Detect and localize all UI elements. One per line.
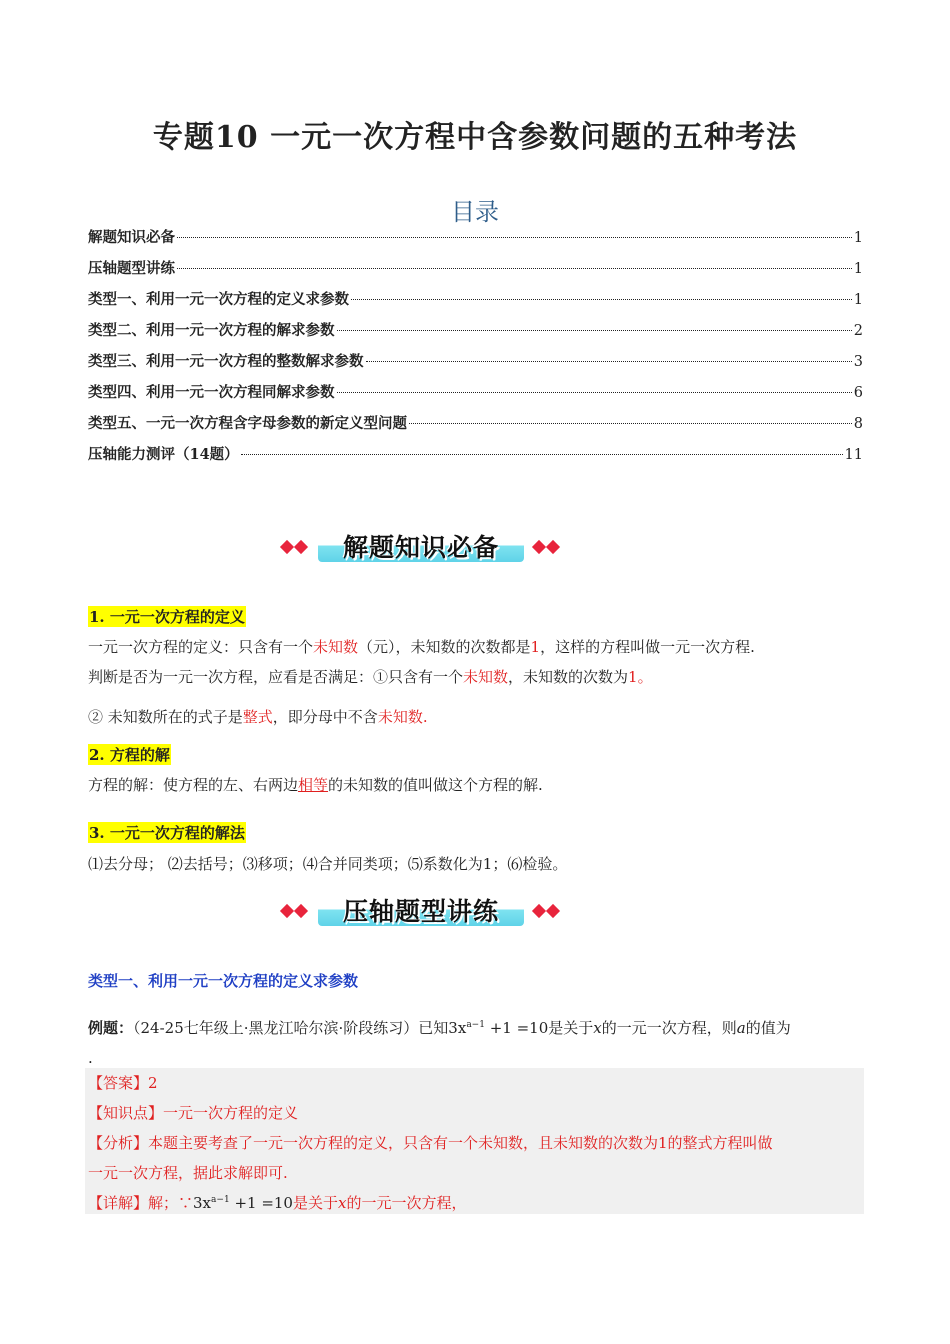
section-banner-knowledge (278, 528, 563, 572)
banner-text: 压轴题型讲练 (342, 897, 499, 926)
toc-page: 11 (844, 447, 863, 463)
toc-page: 6 (853, 385, 863, 401)
toc-page: 1 (853, 261, 863, 277)
paragraph: 一元一次方程的定义：只含有一个未知数（元），未知数的次数都是1，这样的方程叫做一元一次方程. (88, 638, 755, 656)
toc-label: 类型三、利用一元一次方程的整数解求参数 (88, 353, 364, 370)
toc-page: 1 (853, 292, 863, 308)
paragraph: ② 未知数所在的式子是整式，即分母中不含未知数. (88, 708, 428, 726)
answer: 【答案】2 (88, 1074, 158, 1092)
section-heading: 2. 方程的解 (89, 746, 170, 764)
toc-label: 类型一、利用一元一次方程的定义求参数 (88, 291, 349, 308)
toc-entry[interactable] (88, 226, 863, 257)
knowledge-point: 【知识点】一元一次方程的定义 (88, 1104, 299, 1122)
toc-entry[interactable] (88, 257, 863, 288)
toc-page: 3 (853, 354, 863, 370)
section-heading: 1. 一元一次方程的定义 (89, 608, 245, 626)
toc-heading: 目录 (451, 198, 499, 226)
toc-entry[interactable] (88, 443, 863, 474)
diamond-icon (294, 540, 308, 554)
diamond-icon (280, 540, 294, 554)
toc-entry[interactable] (88, 412, 863, 443)
diamond-icon (532, 540, 546, 554)
diamond-icon (280, 904, 294, 918)
toc-label: 压轴能力测评（14题） (88, 446, 239, 463)
section-heading: 3. 一元一次方程的解法 (89, 824, 245, 842)
detail: 【详解】解；$\because 3x^{a-1} +1 =10$是关于x的一元一次方程， (88, 1194, 467, 1212)
toc-page: 8 (853, 416, 863, 432)
example-question: 例题：（24-25七年级上·黑龙江哈尔滨·阶段练习）已知$3x^{a-1} +1 =10$是关于x的一元一次方程，则a的值为 . (88, 1019, 791, 1067)
type-heading: 类型一、利用一元一次方程的定义求参数 (88, 972, 359, 990)
diamond-icon (532, 904, 546, 918)
section-banner-practice (278, 892, 563, 936)
paragraph: ⑴去分母； ⑵去括号；⑶移项；⑷合并同类项；⑸系数化为1；⑹检验。 (88, 855, 568, 873)
toc-page: 2 (853, 323, 863, 339)
toc-label: 解题知识必备 (88, 229, 175, 246)
paragraph: 方程的解：使方程的左、右两边相等的未知数的值叫做这个方程的解. (88, 776, 543, 794)
analysis: 【分析】本题主要考查了一元一次方程的定义，只含有一个未知数，且未知数的次数为1的整式方程叫做 (88, 1134, 773, 1152)
banner-text: 解题知识必备 (342, 533, 499, 562)
toc-entry[interactable] (88, 381, 863, 412)
analysis-cont: 一元一次方程，据此求解即可. (88, 1164, 288, 1182)
toc-entry[interactable] (88, 288, 863, 319)
toc-page: 1 (853, 230, 863, 246)
toc-label: 类型四、利用一元一次方程同解求参数 (88, 384, 335, 401)
toc-label: 类型二、利用一元一次方程的解求参数 (88, 322, 335, 339)
toc-label: 类型五、一元一次方程含字母参数的新定义型问题 (88, 415, 407, 432)
diamond-icon (294, 904, 308, 918)
page-title: 专题10 一元一次方程中含参数问题的五种考法 (152, 120, 798, 155)
toc-entry[interactable] (88, 319, 863, 350)
toc-entry[interactable] (88, 350, 863, 381)
table-of-contents (88, 226, 863, 474)
diamond-icon (546, 904, 560, 918)
toc-label: 压轴题型讲练 (88, 260, 175, 277)
diamond-icon (546, 540, 560, 554)
paragraph: 判断是否为一元一次方程，应看是否满足：①只含有一个未知数，未知数的次数为1。 (88, 668, 653, 686)
